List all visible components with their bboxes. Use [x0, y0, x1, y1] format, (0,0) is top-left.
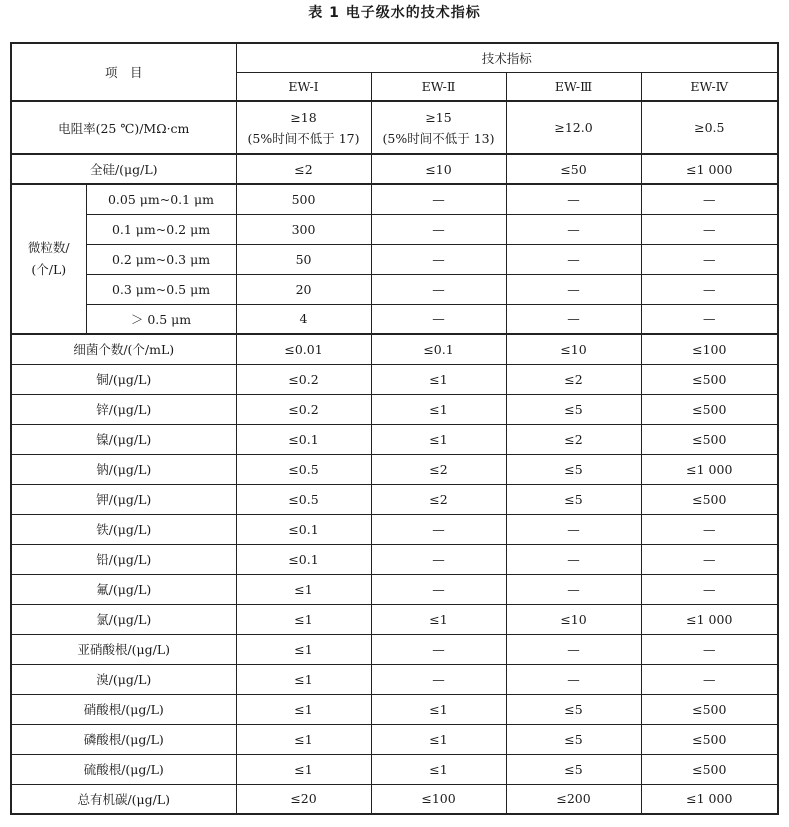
value-cell: ≤2	[371, 484, 506, 514]
value-cell: ≤5	[506, 694, 641, 724]
value-cell: —	[371, 244, 506, 274]
value-cell: —	[641, 274, 778, 304]
value-cell: —	[371, 184, 506, 214]
header-row	[11, 43, 778, 72]
value-cell: —	[506, 634, 641, 664]
value-cell: ≤1 000	[641, 154, 778, 184]
row-label: 锌/(μg/L)	[11, 394, 236, 424]
header-grade: EW-Ⅰ	[236, 72, 371, 101]
table-row	[11, 604, 778, 634]
value-cell: ≤500	[641, 364, 778, 394]
value-cell: —	[371, 544, 506, 574]
value-cell: ≤0.01	[236, 334, 371, 364]
value-cell: ≤0.2	[236, 364, 371, 394]
table-row	[11, 544, 778, 574]
value-cell: —	[641, 184, 778, 214]
value-cell: 500	[236, 184, 371, 214]
particle-size: 0.05 μm~0.1 μm	[86, 184, 236, 214]
table-row	[11, 424, 778, 454]
value-cell: ≥0.5	[641, 101, 778, 154]
row-label: 钠/(μg/L)	[11, 454, 236, 484]
value-cell: —	[506, 304, 641, 334]
value-cell: ≤1	[371, 364, 506, 394]
value-cell: —	[371, 574, 506, 604]
particle-size: 0.1 μm~0.2 μm	[86, 214, 236, 244]
table-row	[11, 784, 778, 814]
value-cell: ≤100	[371, 784, 506, 814]
table-row	[11, 514, 778, 544]
value-cell: ≤1	[371, 724, 506, 754]
value-cell: —	[641, 544, 778, 574]
particle-row	[11, 184, 778, 214]
value-cell: —	[641, 634, 778, 664]
value-cell: ≤1	[236, 754, 371, 784]
particle-row	[11, 244, 778, 274]
row-label: 铜/(μg/L)	[11, 364, 236, 394]
row-label: 亚硝酸根/(μg/L)	[11, 634, 236, 664]
value-cell: —	[506, 514, 641, 544]
particle-size: 0.3 μm~0.5 μm	[86, 274, 236, 304]
value-cell: 50	[236, 244, 371, 274]
value-cell: ≤1	[371, 694, 506, 724]
value-cell: ≤1	[236, 634, 371, 664]
row-label: 硫酸根/(μg/L)	[11, 754, 236, 784]
value-cell: —	[371, 634, 506, 664]
row-label: 总有机碳/(μg/L)	[11, 784, 236, 814]
row-label: 钾/(μg/L)	[11, 484, 236, 514]
value-cell: ≤0.5	[236, 484, 371, 514]
value-cell: ≤500	[641, 754, 778, 784]
value-cell: —	[641, 574, 778, 604]
value-cell	[236, 101, 371, 154]
table-row	[11, 454, 778, 484]
value-cell: ≤1 000	[641, 784, 778, 814]
value-cell: ≤5	[506, 454, 641, 484]
value-cell: ≤2	[506, 424, 641, 454]
header-item: 项 目	[11, 43, 236, 101]
table-row	[11, 334, 778, 364]
value-cell: ≤5	[506, 394, 641, 424]
value-cell: ≤1	[236, 604, 371, 634]
value-cell: —	[506, 574, 641, 604]
row-label: 全硅/(μg/L)	[11, 154, 236, 184]
value-line: ≥18	[290, 109, 317, 125]
value-cell: ≤100	[641, 334, 778, 364]
value-cell: ≤1	[236, 724, 371, 754]
value-cell: ≤500	[641, 394, 778, 424]
value-cell: ≤500	[641, 724, 778, 754]
header-grade: EW-Ⅳ	[641, 72, 778, 101]
table-row	[11, 664, 778, 694]
particles-label-unit: (个/L)	[31, 262, 67, 277]
value-cell: —	[506, 274, 641, 304]
value-cell: ≤0.1	[236, 544, 371, 574]
row-label: 氟/(μg/L)	[11, 574, 236, 604]
value-cell: —	[506, 544, 641, 574]
row-label: 细菌个数/(个/mL)	[11, 334, 236, 364]
value-cell: ≤5	[506, 484, 641, 514]
value-cell: ≥12.0	[506, 101, 641, 154]
value-cell: ≤10	[506, 604, 641, 634]
value-cell: ≤1	[236, 694, 371, 724]
value-cell: —	[506, 214, 641, 244]
value-cell: —	[641, 514, 778, 544]
value-cell: 20	[236, 274, 371, 304]
value-cell: —	[371, 514, 506, 544]
value-cell: ≤10	[371, 154, 506, 184]
value-cell: ≤2	[506, 364, 641, 394]
particle-row	[11, 304, 778, 334]
row-label: 硝酸根/(μg/L)	[11, 694, 236, 724]
value-cell: —	[641, 214, 778, 244]
value-note: (5%时间不低于 17)	[247, 130, 360, 146]
value-cell: —	[371, 664, 506, 694]
table-row	[11, 364, 778, 394]
value-cell: ≤1 000	[641, 604, 778, 634]
particle-row	[11, 214, 778, 244]
value-cell: ≤1	[371, 394, 506, 424]
row-label: 铁/(μg/L)	[11, 514, 236, 544]
value-cell: 4	[236, 304, 371, 334]
value-cell: ≤1	[236, 664, 371, 694]
header-grade: EW-Ⅱ	[371, 72, 506, 101]
table-row	[11, 574, 778, 604]
header-grade: EW-Ⅲ	[506, 72, 641, 101]
value-cell: —	[506, 664, 641, 694]
value-cell: —	[506, 244, 641, 274]
value-cell: ≤10	[506, 334, 641, 364]
value-cell: ≤1	[236, 574, 371, 604]
row-label: 铅/(μg/L)	[11, 544, 236, 574]
table-row	[11, 484, 778, 514]
resistivity-row	[11, 101, 778, 154]
table-row	[11, 754, 778, 784]
value-cell: ≤1	[371, 604, 506, 634]
value-cell: —	[371, 214, 506, 244]
value-cell: ≤500	[641, 484, 778, 514]
technical-indicators-table	[10, 42, 779, 815]
table-row	[11, 154, 778, 184]
table-row	[11, 634, 778, 664]
row-label: 溴/(μg/L)	[11, 664, 236, 694]
value-cell: —	[641, 304, 778, 334]
value-cell: ≤1	[371, 754, 506, 784]
particles-label-line: 微粒数/	[27, 240, 70, 255]
particle-size: 0.2 μm~0.3 μm	[86, 244, 236, 274]
table-row	[11, 394, 778, 424]
row-label: 镍/(μg/L)	[11, 424, 236, 454]
value-cell: —	[641, 664, 778, 694]
value-cell: ≤50	[506, 154, 641, 184]
particle-row	[11, 274, 778, 304]
value-cell: ≤500	[641, 424, 778, 454]
particles-label	[11, 184, 86, 334]
value-cell: ≤5	[506, 724, 641, 754]
value-cell: ≤500	[641, 694, 778, 724]
table-row	[11, 694, 778, 724]
table-caption: 表 1 电子级水的技术指标	[308, 5, 481, 21]
value-cell: —	[371, 274, 506, 304]
value-cell: ≤0.1	[371, 334, 506, 364]
value-cell: ≤0.1	[236, 424, 371, 454]
value-cell: ≤1 000	[641, 454, 778, 484]
value-cell: ≤2	[371, 454, 506, 484]
value-cell: ≤0.5	[236, 454, 371, 484]
value-cell: ≤20	[236, 784, 371, 814]
value-cell: ≤5	[506, 754, 641, 784]
value-cell: ≤0.1	[236, 514, 371, 544]
value-cell: —	[506, 184, 641, 214]
value-cell: ≤1	[371, 424, 506, 454]
value-cell: ≤2	[236, 154, 371, 184]
header-group: 技术指标	[236, 43, 778, 72]
value-line: ≥15	[425, 109, 452, 125]
row-label: 氯/(μg/L)	[11, 604, 236, 634]
row-label: 电阻率(25 ℃)/MΩ·cm	[11, 101, 236, 154]
row-label: 磷酸根/(μg/L)	[11, 724, 236, 754]
table-row	[11, 724, 778, 754]
value-cell: ≤200	[506, 784, 641, 814]
particle-size: ＞ 0.5 μm	[86, 304, 236, 334]
value-cell: —	[641, 244, 778, 274]
value-cell: ≤0.2	[236, 394, 371, 424]
value-cell: 300	[236, 214, 371, 244]
value-cell: —	[371, 304, 506, 334]
value-cell	[371, 101, 506, 154]
value-note: (5%时间不低于 13)	[382, 130, 495, 146]
